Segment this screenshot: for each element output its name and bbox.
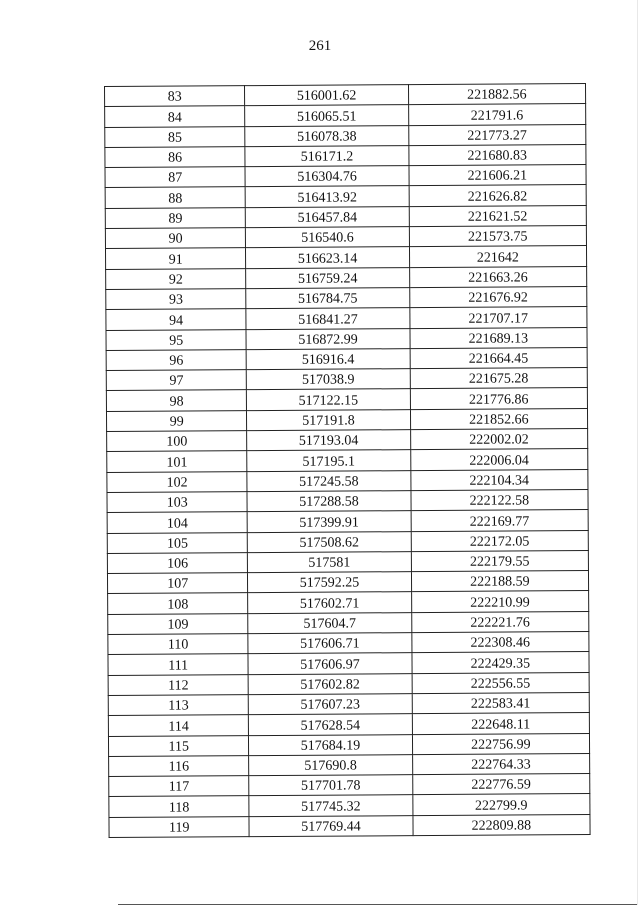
y-coordinate-cell: 222809.88: [413, 814, 590, 835]
y-coordinate-cell: 222221.76: [411, 611, 588, 632]
x-coordinate-cell: 516540.6: [246, 227, 410, 248]
point-number-cell: 105: [107, 532, 247, 553]
y-coordinate-cell: 222179.55: [411, 550, 588, 571]
point-number-cell: 84: [105, 106, 245, 127]
x-coordinate-cell: 517245.58: [247, 470, 411, 491]
y-coordinate-cell: 222122.58: [411, 489, 588, 510]
x-coordinate-cell: 516001.62: [245, 85, 409, 106]
table-row: [107, 510, 588, 533]
table-row: [106, 327, 587, 350]
x-coordinate-cell: 516304.76: [245, 166, 409, 187]
point-number-cell: 88: [105, 187, 245, 208]
y-coordinate-cell: 222799.9: [413, 794, 590, 815]
coordinates-table-body: [105, 84, 591, 838]
table-row: [107, 469, 588, 492]
point-number-cell: 110: [108, 634, 248, 655]
point-number-cell: 95: [106, 329, 246, 350]
x-coordinate-cell: 516623.14: [246, 247, 410, 268]
x-coordinate-cell: 517122.15: [247, 389, 411, 410]
point-number-cell: 113: [108, 695, 248, 716]
table-row: [108, 672, 589, 695]
point-number-cell: 104: [107, 512, 247, 533]
y-coordinate-cell: 222556.55: [412, 672, 589, 693]
x-coordinate-cell: 517607.23: [249, 694, 413, 715]
x-coordinate-cell: 517602.82: [248, 673, 412, 694]
x-coordinate-cell: 517690.8: [249, 754, 413, 775]
table-row: [105, 205, 586, 228]
table-row: [106, 287, 587, 310]
table-row: [108, 692, 589, 715]
x-coordinate-cell: 517191.8: [247, 409, 411, 430]
table-row: [107, 449, 588, 472]
table-row: [109, 794, 590, 817]
table-row: [109, 753, 590, 776]
y-coordinate-cell: 221776.86: [410, 388, 587, 409]
table-row: [108, 652, 589, 675]
point-number-cell: 83: [105, 86, 245, 107]
y-coordinate-cell: 222210.99: [411, 591, 588, 612]
point-number-cell: 108: [108, 593, 248, 614]
y-coordinate-cell: 222756.99: [412, 733, 589, 754]
table-row: [108, 713, 589, 736]
y-coordinate-cell: 222002.02: [410, 429, 587, 450]
x-coordinate-cell: 517399.91: [247, 511, 411, 532]
point-number-cell: 114: [108, 715, 248, 736]
table-row: [109, 814, 590, 837]
point-number-cell: 85: [105, 126, 245, 147]
table-row: [105, 104, 586, 127]
table-row: [108, 733, 589, 756]
table-row: [106, 266, 587, 289]
y-coordinate-cell: 221663.26: [409, 266, 586, 287]
point-number-cell: 118: [109, 796, 249, 817]
y-coordinate-cell: 221680.83: [409, 144, 586, 165]
table-row: [108, 632, 589, 655]
x-coordinate-cell: 517606.71: [248, 633, 412, 654]
x-coordinate-cell: 517602.71: [248, 592, 412, 613]
table-row: [105, 165, 586, 188]
x-coordinate-cell: 516759.24: [246, 267, 410, 288]
x-coordinate-cell: 517195.1: [247, 450, 411, 471]
x-coordinate-cell: 517038.9: [247, 369, 411, 390]
y-coordinate-cell: 222006.04: [410, 449, 587, 470]
table-row: [105, 124, 586, 147]
y-coordinate-cell: 222583.41: [412, 692, 589, 713]
y-coordinate-cell: 222429.35: [412, 652, 589, 673]
y-coordinate-cell: 222172.05: [411, 530, 588, 551]
y-coordinate-cell: 221675.28: [410, 368, 587, 389]
table-row: [106, 307, 587, 330]
x-coordinate-cell: 516457.84: [246, 206, 410, 227]
coordinates-table: [104, 83, 591, 838]
x-coordinate-cell: 517592.25: [248, 572, 412, 593]
y-coordinate-cell: 221626.82: [409, 185, 586, 206]
x-coordinate-cell: 516784.75: [246, 288, 410, 309]
table-row: [109, 774, 590, 797]
table-row: [107, 489, 588, 512]
x-coordinate-cell: 517508.62: [248, 531, 412, 552]
point-number-cell: 98: [106, 390, 246, 411]
x-coordinate-cell: 517769.44: [249, 815, 413, 836]
table-row: [105, 246, 586, 269]
x-coordinate-cell: 517745.32: [249, 795, 413, 816]
y-coordinate-cell: 222776.59: [412, 774, 589, 795]
table-row: [106, 368, 587, 391]
table-row: [107, 429, 588, 452]
point-number-cell: 91: [105, 248, 245, 269]
table-row: [107, 530, 588, 553]
table-row: [105, 226, 586, 249]
y-coordinate-cell: 221852.66: [410, 408, 587, 429]
x-coordinate-cell: 517628.54: [249, 714, 413, 735]
y-coordinate-cell: 222104.34: [411, 469, 588, 490]
x-coordinate-cell: 517701.78: [249, 775, 413, 796]
x-coordinate-cell: 516078.38: [245, 125, 409, 146]
y-coordinate-cell: 222308.46: [412, 632, 589, 653]
table-row: [107, 571, 588, 594]
point-number-cell: 106: [107, 552, 247, 573]
page-number: 261: [308, 38, 332, 54]
y-coordinate-cell: 221773.27: [408, 124, 585, 145]
y-coordinate-cell: 221573.75: [409, 226, 586, 247]
x-coordinate-cell: 517684.19: [249, 734, 413, 755]
point-number-cell: 117: [109, 776, 249, 797]
x-coordinate-cell: 517581: [248, 551, 412, 572]
table-row: [106, 347, 587, 370]
scan-edge-mark: [637, 0, 638, 905]
table-row: [108, 591, 589, 614]
y-coordinate-cell: 221676.92: [409, 287, 586, 308]
table-row: [108, 611, 589, 634]
y-coordinate-cell: 222648.11: [412, 713, 589, 734]
point-number-cell: 101: [107, 451, 247, 472]
y-coordinate-cell: 221882.56: [408, 84, 585, 105]
table-row: [105, 144, 586, 167]
x-coordinate-cell: 516916.4: [246, 348, 410, 369]
y-coordinate-cell: 222169.77: [411, 510, 588, 531]
point-number-cell: 99: [106, 410, 246, 431]
x-coordinate-cell: 517193.04: [247, 430, 411, 451]
x-coordinate-cell: 517288.58: [247, 491, 411, 512]
y-coordinate-cell: 221791.6: [408, 104, 585, 125]
y-coordinate-cell: 221606.21: [409, 165, 586, 186]
table-row: [106, 388, 587, 411]
point-number-cell: 111: [108, 654, 248, 675]
point-number-cell: 97: [106, 370, 246, 391]
y-coordinate-cell: 221642: [409, 246, 586, 267]
x-coordinate-cell: 516872.99: [246, 328, 410, 349]
x-coordinate-cell: 516171.2: [245, 146, 409, 167]
x-coordinate-cell: 516841.27: [246, 308, 410, 329]
point-number-cell: 116: [109, 755, 249, 776]
y-coordinate-cell: 221664.45: [410, 347, 587, 368]
table-row: [107, 550, 588, 573]
y-coordinate-cell: 222188.59: [411, 571, 588, 592]
point-number-cell: 86: [105, 147, 245, 168]
point-number-cell: 92: [106, 268, 246, 289]
table-row: [105, 185, 586, 208]
point-number-cell: 102: [107, 471, 247, 492]
point-number-cell: 107: [107, 573, 247, 594]
x-coordinate-cell: 516065.51: [245, 105, 409, 126]
y-coordinate-cell: 221689.13: [410, 327, 587, 348]
point-number-cell: 100: [107, 431, 247, 452]
point-number-cell: 103: [107, 492, 247, 513]
table-row: [105, 84, 586, 107]
point-number-cell: 93: [106, 289, 246, 310]
x-coordinate-cell: 517606.97: [248, 653, 412, 674]
table-row: [106, 408, 587, 431]
point-number-cell: 112: [108, 674, 248, 695]
y-coordinate-cell: 221707.17: [410, 307, 587, 328]
y-coordinate-cell: 221621.52: [409, 205, 586, 226]
point-number-cell: 87: [105, 167, 245, 188]
point-number-cell: 90: [105, 228, 245, 249]
point-number-cell: 115: [108, 735, 248, 756]
point-number-cell: 119: [109, 816, 249, 837]
y-coordinate-cell: 222764.33: [412, 753, 589, 774]
point-number-cell: 94: [106, 309, 246, 330]
x-coordinate-cell: 517604.7: [248, 612, 412, 633]
x-coordinate-cell: 516413.92: [245, 186, 409, 207]
point-number-cell: 89: [105, 207, 245, 228]
point-number-cell: 96: [106, 349, 246, 370]
point-number-cell: 109: [108, 613, 248, 634]
